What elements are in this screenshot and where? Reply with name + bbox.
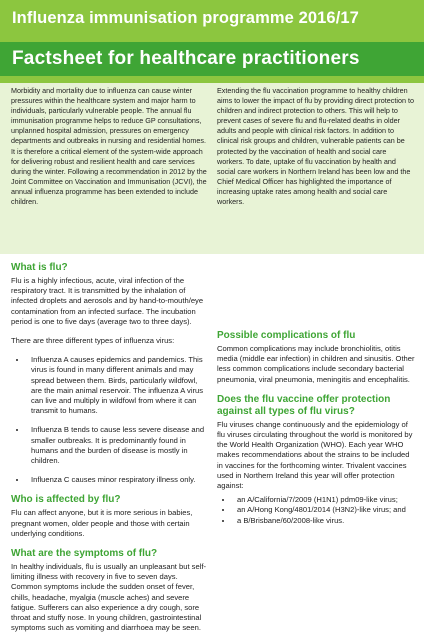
- subtitle-bar: [0, 42, 424, 76]
- what-is-flu-text: Flu is a highly infectious, acute, viral infection of the respiratory tract. It is transmitted by the inhalation of infected droplets and aerosols and by hand-to-mouth/eye contamination from an infected surface. The incubation period is one to five days (average two to three days).: [11, 276, 204, 326]
- strain-list: [217, 495, 415, 526]
- right-column: [217, 330, 415, 526]
- heading-vaccine: Does the flu vaccine offer protection against all types of flu virus?: [217, 393, 391, 417]
- page-subtitle: Factsheet for healthcare practitioners: [12, 48, 360, 69]
- flu-types-list: [11, 355, 207, 485]
- intro-left-text: Morbidity and mortality due to influenza can cause winter pressures within the healthcare system and major harm to individuals, particularly vulnerable people. The annual flu immunisation programme helps to reduce GP consultations, unplanned hospital admission, pressures on emergency departments and outbreaks in nursing and residential homes. It is therefore a critical element of the system-wide approach for delivering robust and resilient health and care services during the winter. Following a recommendation in 2012 by the Joint Committee on Vaccination and Immunisation (JCVI), the annual influenza programme has been extended to include children.: [11, 86, 207, 207]
- flu-type-b: • Influenza B tends to cause less severe disease and smaller outbreaks. It is predominantly found in humans and the burden of disease is mostly in children.: [27, 425, 207, 466]
- strain-item: • an A/Hong Kong/4801/2014 (H3N2)-like virus; and: [233, 505, 415, 515]
- intro-right-text: Extending the flu vaccination programme to healthy children aims to lower the impact of flu by providing direct protection to children and indirect protection to others. This will help to prevent cases of severe flu and flu-related deaths in older adults and people with clinical risk factors. In addition to clinical risk groups and children, vulnerable patients can be protected by the vaccination of health and social care workers. To date, uptake of flu vaccination by health and social care workers in Northern Ireland has been low and the Chief Medical Officer has highlighted the importance of increasing uptake rates among health and social care workers.: [217, 86, 414, 207]
- who-affected-text: Flu can affect anyone, but it is more serious in babies, pregnant women, older people and those with certain underlying conditions.: [11, 508, 193, 538]
- heading-complications: Possible complications of flu: [217, 330, 356, 341]
- flu-type-c: • Influenza C causes minor respiratory illness only.: [27, 475, 207, 485]
- page-title: Influenza immunisation programme 2016/17: [12, 9, 359, 27]
- header-banner: [0, 0, 424, 83]
- flu-types-intro: There are three different types of influenza virus:: [11, 336, 175, 346]
- strain-item: • a B/Brisbane/60/2008-like virus.: [233, 516, 415, 526]
- strain-item: • an A/California/7/2009 (H1N1) pdm09-like virus;: [233, 495, 415, 505]
- symptoms-text: In healthy individuals, flu is usually an unpleasant but self-limiting illness with recovery in five to seven days. Common symptoms include the sudden onset of fever, chills, headache, myalgia (muscle aches) and severe fatigue. Sufferers can also experience a dry cough, sore throat and stuffy nose. In young children, gastrointestinal symptoms such as vomiting and diarrhoea may be seen.: [11, 562, 207, 633]
- heading-who-affected: Who is affected by flu?: [11, 494, 121, 506]
- complications-text: Common complications may include bronchiolitis, otitis media (middle ear infection) in children and sinusitis. Other less common complications include secondary bacterial pneumonia, viral pneumonia, meningitis and encephalitis.: [217, 344, 415, 384]
- heading-what-is-flu: What is flu?: [11, 262, 68, 273]
- flu-type-a: • Influenza A causes epidemics and pandemics. This virus is found in many different animals and may spread between them. Birds, particularly wildfowl, are the main animal reservoir. The influenza A virus can live and multiply in wildfowl from where it can transmit to humans.: [27, 355, 207, 416]
- intro-panel: [0, 83, 424, 254]
- heading-symptoms: What are the symptoms of flu?: [11, 548, 158, 560]
- left-column: [11, 262, 207, 637]
- vaccine-text: Flu viruses change continuously and the epidemiology of flu viruses circulating throughout the world is monitored by the World Health Organization (WHO). Each year WHO makes recommendations about the strains to be included in vaccines for the forthcoming winter. Trivalent vaccines used in Northern Ireland this year will offer protection against:: [217, 419, 413, 491]
